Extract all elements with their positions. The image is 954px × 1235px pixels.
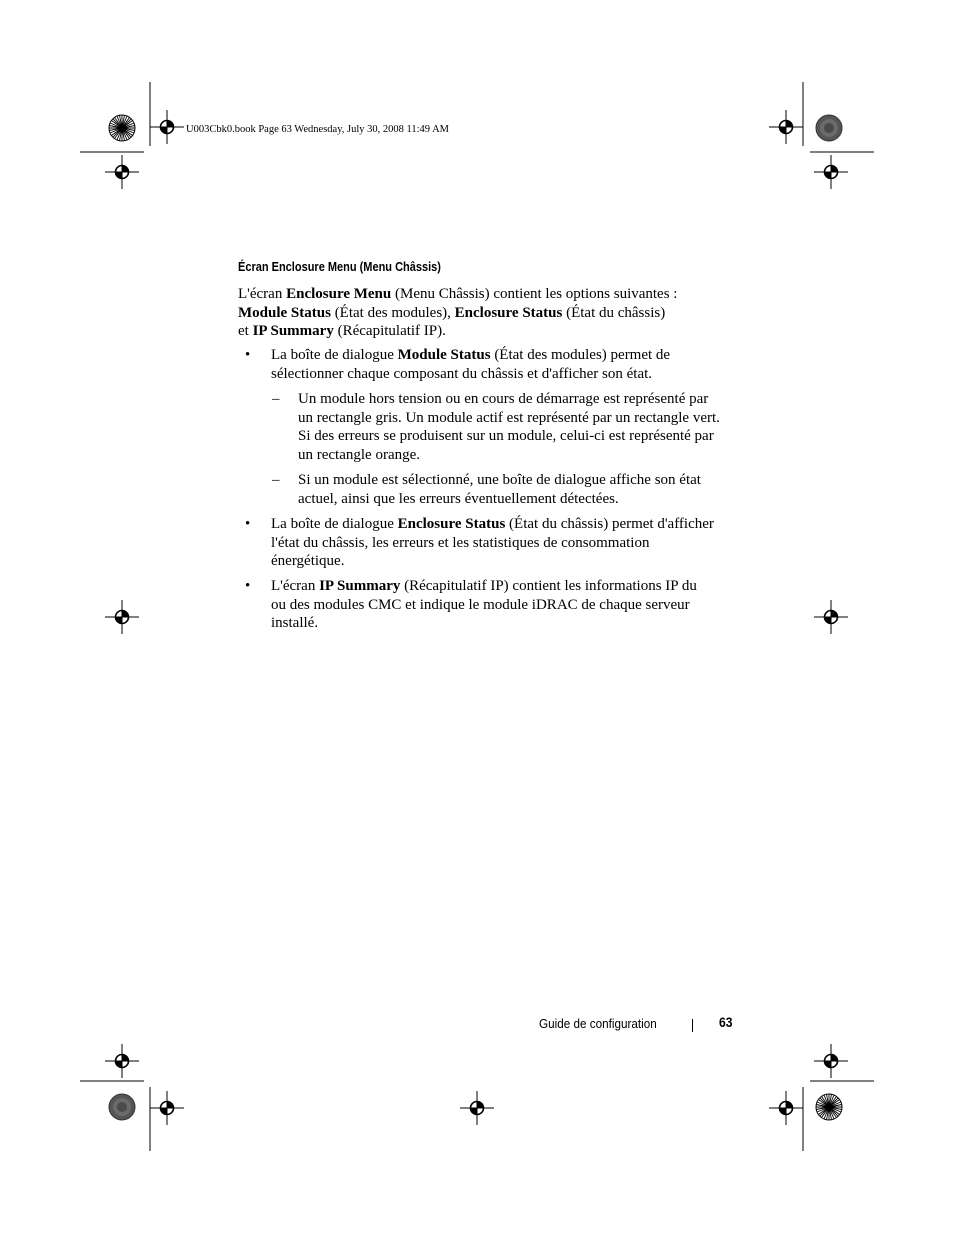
- bullet-marker: •: [245, 347, 251, 363]
- footer-separator: [692, 1019, 693, 1032]
- intro-paragraph: L'écran Enclosure Menu (Menu Châssis) contient les options suivantes : Module Status (État des modules), Enclosure Status (État du châssis) et IP Summary (Récapitulatif IP).: [238, 286, 678, 340]
- list-item-module-status: • La boîte de dialogue Module Status (État des modules) permet de sélectionner chaque composant du châssis et d'afficher son état.: [245, 347, 671, 382]
- bullet-marker: •: [245, 516, 251, 532]
- dash-marker: –: [272, 391, 280, 407]
- book-slug: U003Cbk0.book Page 63 Wednesday, July 30, 2008 11:49 AM: [186, 124, 450, 135]
- footer-guide-title: Guide de configuration: [539, 1016, 657, 1031]
- term-enclosure-status: Enclosure Status: [454, 304, 563, 321]
- bullet-marker: •: [245, 578, 251, 594]
- sub-list-item-module-colors: – Un module hors tension ou en cours de démarrage est représenté par un rectangle gris. Un module actif est représenté par un rectangle vert. Si des erreurs se produisent sur un module, celui-ci est représenté par un rectangle orange.: [272, 391, 720, 463]
- term-module-status: Module Status: [238, 304, 331, 321]
- dash-marker: –: [272, 472, 280, 488]
- list-item-ip-summary: • L'écran IP Summary (Récapitulatif IP) contient les informations IP du ou des modules CMC et indique le module iDRAC de chaque serveur installé.: [245, 578, 697, 632]
- sub-list-item-module-selected: – Si un module est sélectionné, une boîte de dialogue affiche son état actuel, ainsi que les erreurs éventuellement détectées.: [272, 472, 701, 507]
- section-heading: Écran Enclosure Menu (Menu Châssis): [238, 260, 441, 274]
- term-enclosure-menu: Enclosure Menu: [286, 286, 392, 302]
- page-number: 63: [719, 1015, 733, 1030]
- list-item-enclosure-status: • La boîte de dialogue Enclosure Status (État du châssis) permet d'afficher l'état du châssis, les erreurs et les statistiques de consommation énergétique.: [245, 516, 714, 570]
- term-ip-summary: IP Summary: [252, 323, 334, 340]
